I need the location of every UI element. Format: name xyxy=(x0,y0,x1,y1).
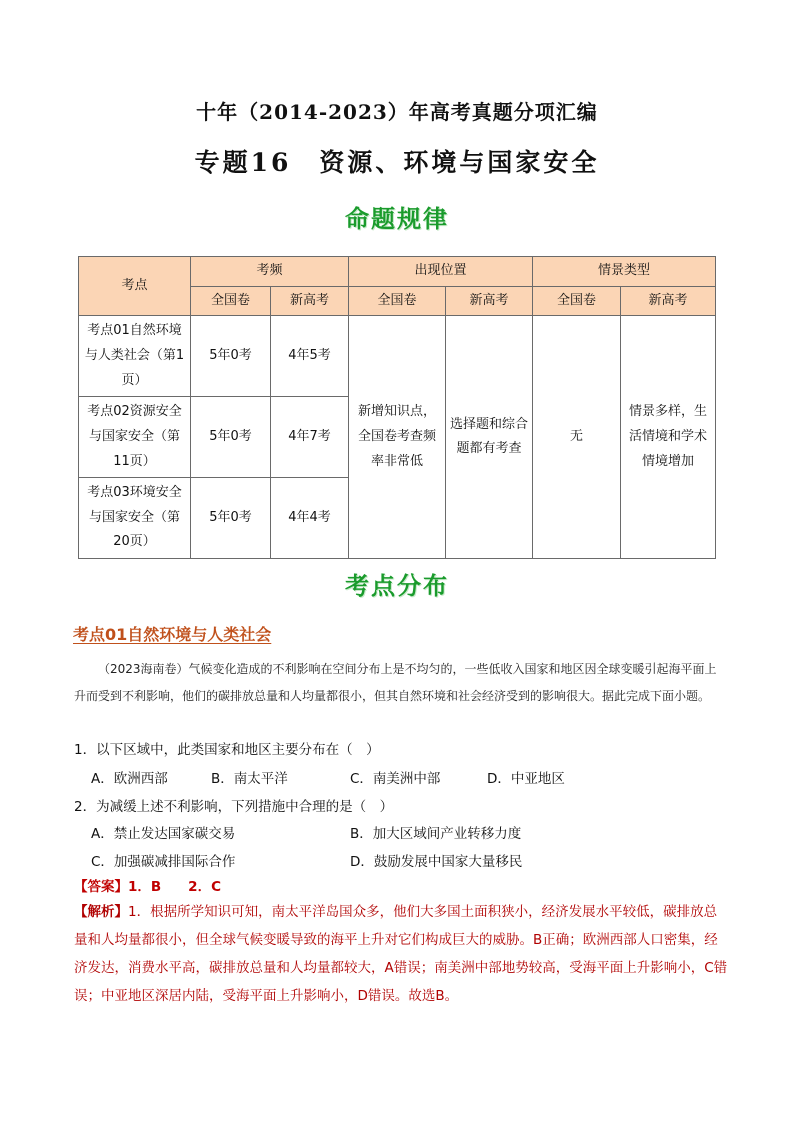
position-national-cell: 新增知识点，全国卷考查频率非常低 xyxy=(349,316,446,559)
kaodian-cell: 考点02资源安全与国家安全（第11页） xyxy=(79,397,191,478)
section-title-distribution: 考点分布 xyxy=(345,572,449,600)
question-option: A．欧洲西部 xyxy=(91,771,168,787)
question-stem: 1．以下区域中，此类国家和地区主要分布在（ ） xyxy=(74,742,380,758)
answer-label: 【答案】 xyxy=(74,879,128,895)
header-qingjing: 情景类型 xyxy=(533,257,716,287)
subheader-quanguo: 全国卷 xyxy=(191,286,271,316)
reading-passage xyxy=(74,656,722,710)
question-option: D．鼓励发展中国家大量移民 xyxy=(350,854,523,870)
analysis-text: 1．根据所学知识可知，南太平洋岛国众多，他们大多国土面积狭小，经济发展水平较低，碳排放总量和人均量都很小，但全球气候变暖导致的海平上升对它们构成巨大的威胁。B正确；欧洲西部人口密集，经济发达，消费水平高，碳排放总量和人均量都较大，A错误；南美洲中部地势较高，受海平面上升影响小，C错误；中亚地区深居内陆，受海平面上升影响小，D错误。故选B。 xyxy=(74,904,728,1004)
question-option: B．加大区域间产业转移力度 xyxy=(350,826,522,842)
question-option: D．中亚地区 xyxy=(487,771,565,787)
section-title-rules: 命题规律 xyxy=(345,205,449,233)
subheader-xingaokao: 新高考 xyxy=(621,286,716,316)
rules-table xyxy=(78,256,716,559)
answer-line xyxy=(74,875,221,895)
subheader-quanguo: 全国卷 xyxy=(349,286,446,316)
freq-new-cell: 4年5考 xyxy=(271,316,349,397)
header-kaodian: 考点 xyxy=(79,257,191,316)
analysis-block xyxy=(74,898,728,1010)
question-stem: 2．为减缓上述不利影响，下列措施中合理的是（ ） xyxy=(74,799,394,815)
subheader-xingaokao: 新高考 xyxy=(446,286,533,316)
analysis-label: 【解析】 xyxy=(74,904,128,920)
table-row xyxy=(79,316,716,397)
kaodian-cell: 考点03环境安全与国家安全（第20页） xyxy=(79,478,191,559)
scene-national-cell: 无 xyxy=(533,316,621,559)
question-option: A．禁止发达国家碳交易 xyxy=(91,826,236,842)
freq-national-cell: 5年0考 xyxy=(191,397,271,478)
header-weizhi: 出现位置 xyxy=(349,257,533,287)
passage-text: 气候变化造成的不利影响在空间分布上是不均匀的，一些低收入国家和地区因全球变暖引起海平面上升而受到不利影响，他们的碳排放总量和人均量都很小，但其自然环境和社会经济受到的影响很大。据此完成下面小题。 xyxy=(74,662,717,703)
scene-new-cell: 情景多样，生活情境和学术情境增加 xyxy=(621,316,716,559)
kaodian-cell: 考点01自然环境与人类社会（第1页） xyxy=(79,316,191,397)
question-option: C．加强碳减排国际合作 xyxy=(91,854,236,870)
passage-source: （2023海南卷） xyxy=(98,662,189,676)
document-title: 十年（2014-2023）年高考真题分项汇编 xyxy=(196,100,598,124)
subheader-xingaokao: 新高考 xyxy=(271,286,349,316)
header-kaopin: 考频 xyxy=(191,257,349,287)
question-option: B．南太平洋 xyxy=(211,771,288,787)
topic-heading: 考点01自然环境与人类社会 xyxy=(73,625,272,644)
question-option: C．南美洲中部 xyxy=(350,771,441,787)
answer-text: 1．B 2．C xyxy=(128,879,221,895)
position-new-cell: 选择题和综合题都有考查 xyxy=(446,316,533,559)
freq-new-cell: 4年7考 xyxy=(271,397,349,478)
freq-national-cell: 5年0考 xyxy=(191,316,271,397)
subheader-quanguo: 全国卷 xyxy=(533,286,621,316)
document-subtitle: 专题16 资源、环境与国家安全 xyxy=(194,148,600,177)
freq-national-cell: 5年0考 xyxy=(191,478,271,559)
freq-new-cell: 4年4考 xyxy=(271,478,349,559)
